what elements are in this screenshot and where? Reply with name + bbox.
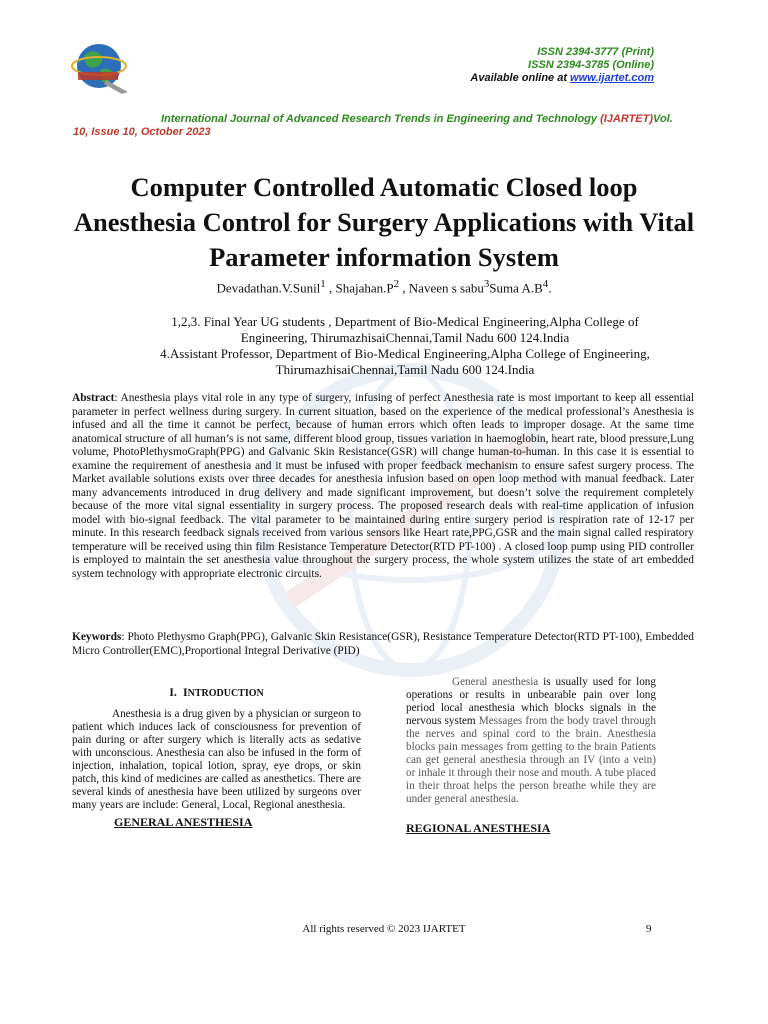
journal-website-link[interactable]: www.ijartet.com [570, 72, 654, 84]
general-anesthesia-lead: General anesthesia [452, 676, 539, 688]
section-number: I. [169, 685, 177, 699]
section-head-initial: I [182, 685, 188, 699]
author-4: Suma A.B [489, 280, 543, 296]
general-anesthesia-gray-text: Messages from the body travel through the nerves and spinal cord to the brain. Anesthesia blocks pain messages from getting to the brain Patients can get general anesthesia through an IV (into a vein) or inhale it through their nose and mouth. A tube placed in their throat helps the person breathe while they are under general anesthesia. [406, 715, 656, 805]
subheading-regional-anesthesia: REGIONAL ANESTHESIA [406, 821, 551, 835]
keywords [72, 631, 694, 658]
journal-name: International Journal of Advanced Research Trends in Engineering and Technology [161, 113, 601, 125]
left-column [72, 686, 361, 829]
issn-block [470, 46, 654, 85]
keywords-text: : Photo Plethysmo Graph(PPG), Galvanic Skin Resistance(GSR), Resistance Temperature Detector(RTD PT-100), Embedded Micro Controller(EMC),Proportional Integral Derivative (PID) [72, 631, 694, 657]
available-prefix: Available online at [470, 72, 571, 84]
author-2-sup: 2 [393, 278, 400, 290]
journal-title-line [73, 113, 713, 126]
author-3: , Naveen s sabu [399, 280, 484, 296]
right-column [406, 676, 656, 835]
affiliations [140, 314, 670, 378]
author-list [0, 278, 768, 296]
affiliation-2: 4.Assistant Professor, Department of Bio-Medical Engineering,Alpha College of Engineering, ThirumazhisaiChennai,Tamil Nadu 600 124.India [160, 346, 650, 377]
author-1: Devadathan.V.Sunil [216, 280, 321, 296]
journal-vol-a: Vol. [653, 113, 673, 125]
journal-header [73, 113, 713, 139]
journal-abbr: (IJARTET) [600, 113, 654, 125]
page-number: 9 [646, 923, 652, 935]
issn-print: ISSN 2394-3777 (Print) [537, 46, 654, 58]
author-end: . [548, 280, 552, 296]
affiliation-1: 1,2,3. Final Year UG students , Department of Bio-Medical Engineering,Alpha College of Engineering, ThirumazhisaiChennai,Tamil Nadu 600 124.India [171, 314, 639, 345]
author-1-sup: 1 [320, 278, 326, 290]
author-3-sup: 3 [483, 278, 490, 290]
author-2: , Shajahan.P [325, 280, 394, 296]
abstract-text: : Anesthesia plays vital role in any type of surgery, infusing of perfect Anesthesia rate is most important to keep all essential parameter in perfect wellness during surgery. In current situation, based on the experience of the medical professional’s Anesthesia is infused and all the time it cannot be perfect, because of human errors which often leads to improper dosage. At the same time anatomical structure of all human’s is not same, different blood group, tissues variation in haemoglobin, heart rate, blood pressure,Lung volume, PhotoPlethysmoGraph(PPG) and Galvanic Skin Resistance(GSR) will change human-to-human. In this case it is essential to examine the requirement of anesthesia and it must be infused with proper feedback mechanism to ensure safest surgery process. The Market available solutions exists over three decades for anesthesia infusion based on open loop method with manual feedback. Later many advancements introduced in drug delivery and made significant improvement, but doesn’t solve the requirement completely because of the more vital signal essentiality in surgery process. The proposed research deals with real-time application of infusion model with bio-signal feedback. The vital parameter to be maintained during entire surgery period is respiration rate of 12-17 per minute. In this research feedback signals received from various sensors like Heart rate,PPG,GSR and the main signal called respiratory temperature will be received using thin film Resistance Temperature Detector(RTD PT-100) . A closed loop pump using PID controller is employed to maintain the set anesthesia value throughout the surgery process, the whole system utilizes the state of art embedded system technology with appropriate electronic circuits. [72, 392, 694, 580]
subheading-general-anesthesia: GENERAL ANESTHESIA [114, 815, 253, 829]
intro-paragraph: Anesthesia is a drug given by a physician or surgeon to patient which induces lack of consciousness for prevention of pain during or after surgery which is literally acts as sedative with unconscious. Anesthesia can also be infused in the form of injection, inhalation, topical lotion, spray, eye drops, or skin patch, this kind of medicines are called as anesthetics. There are several kinds of anesthesia have been utilized by surgeons over many years are include: General, Local, Regional anesthesia. [72, 708, 361, 811]
general-anesthesia-paragraph [406, 676, 656, 806]
keywords-label: Keywords [72, 631, 122, 643]
journal-logo [70, 40, 132, 96]
section-heading-introduction [72, 686, 361, 700]
abstract [72, 392, 694, 581]
issn-online: ISSN 2394-3785 (Online) [528, 59, 654, 71]
section-head-rest: NTRODUCTION [187, 688, 264, 699]
general-anesthesia-text: is usually used for long operations or results in unbearable pain over long period local anesthesia which blocks signals in the nervous system [406, 676, 656, 727]
journal-volume: 10, Issue 10, October 2023 [73, 126, 211, 138]
abstract-label: Abstract [72, 392, 115, 404]
footer-copyright: All rights reserved © 2023 IJARTET [302, 923, 466, 935]
paper-title: Computer Controlled Automatic Closed loop Anesthesia Control for Surgery Applications with Vital Parameter information System [73, 172, 695, 272]
author-4-sup: 4 [542, 278, 549, 290]
available-online [470, 72, 654, 85]
